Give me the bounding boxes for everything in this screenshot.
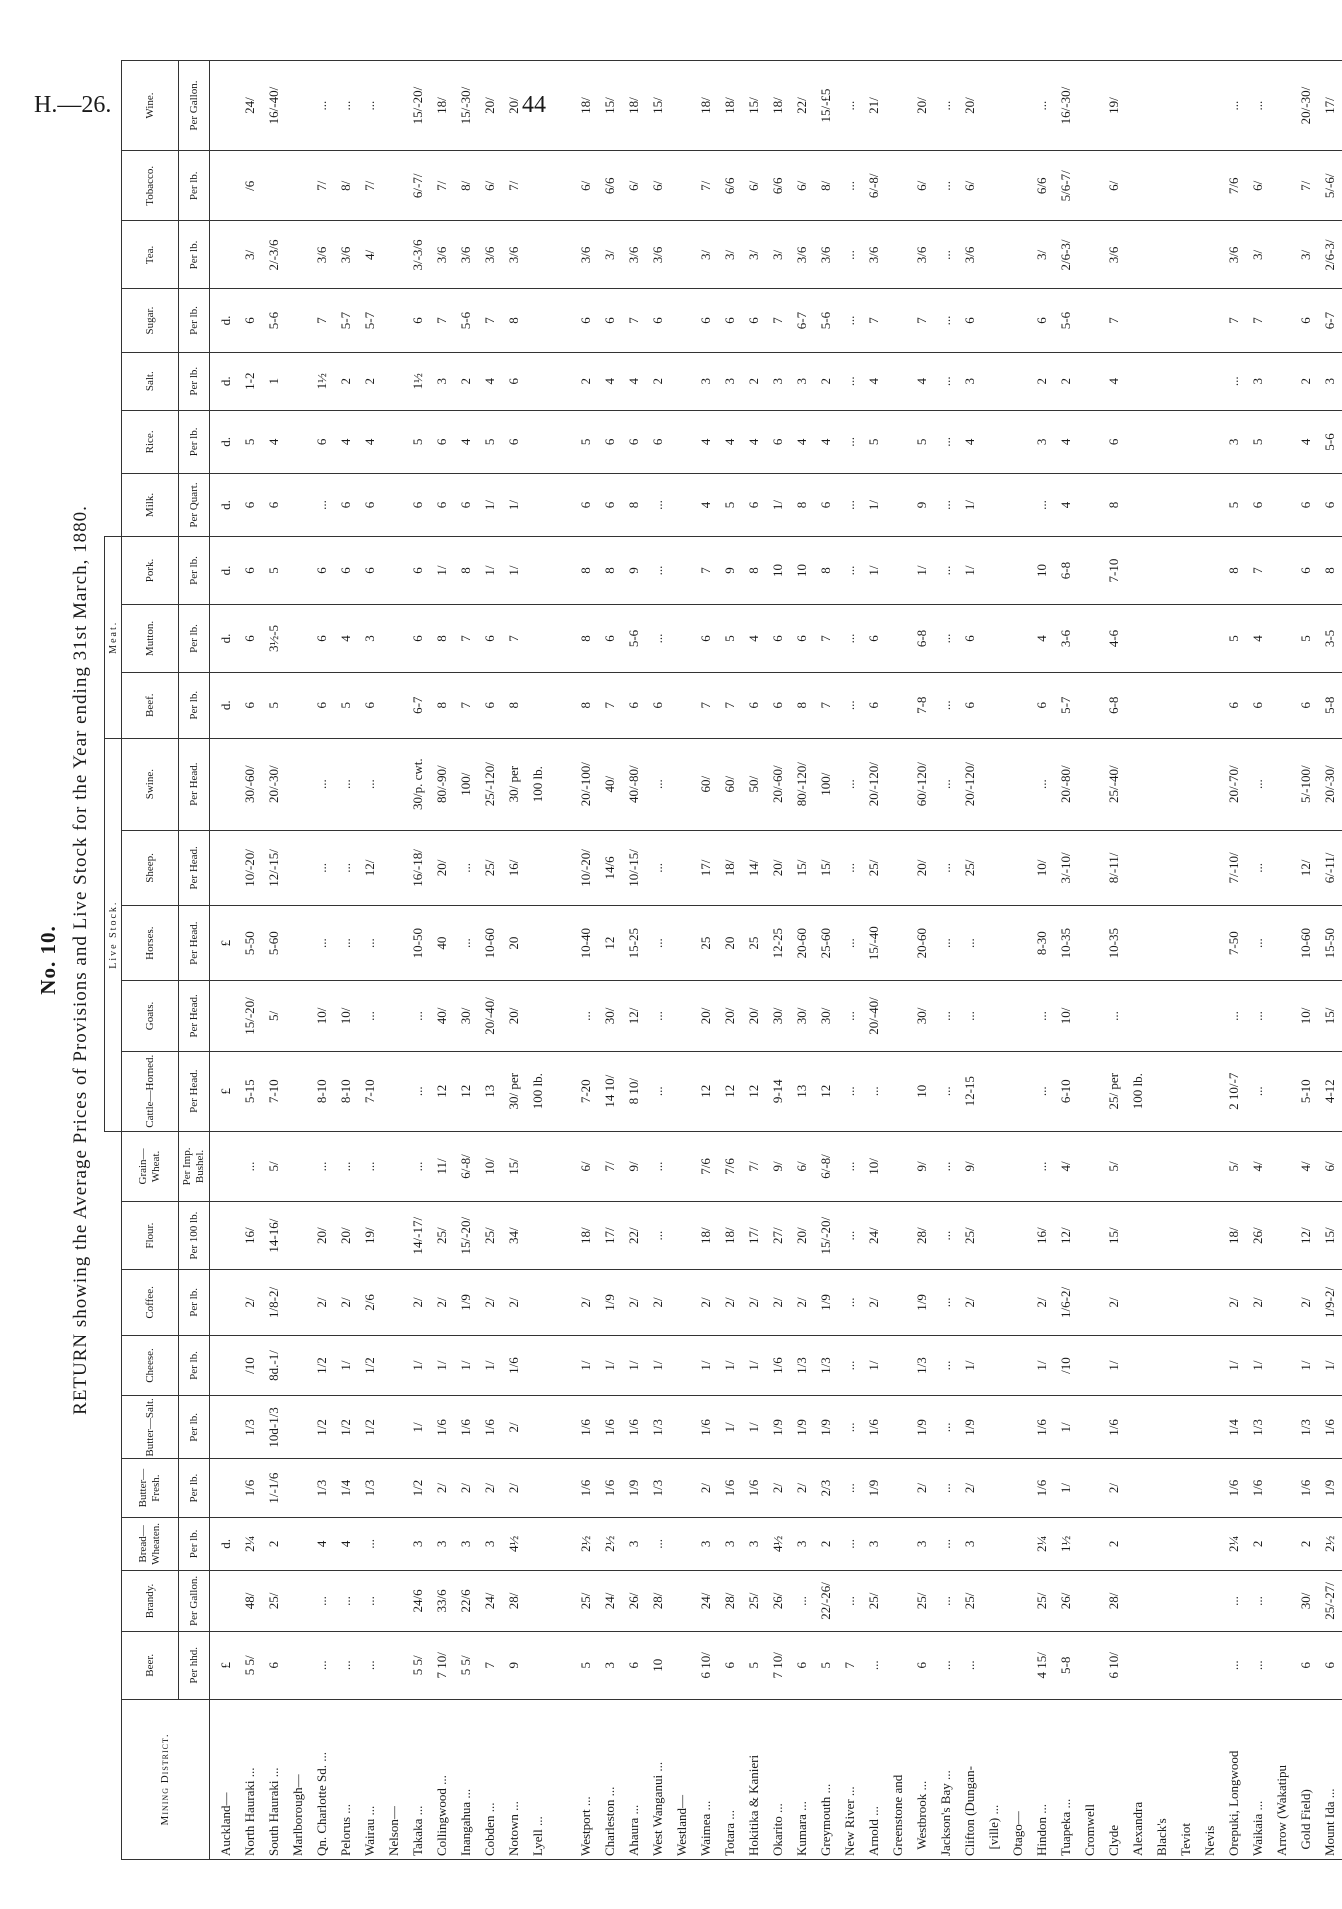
value-cell: /6 [210,151,287,221]
value-cell: ... 6 ... ... [862,1631,1006,1699]
value-cell: £ 5-15 7-10 [210,1051,287,1131]
column-unit: Per Imp. Bushel. [179,1131,210,1201]
value-cell: 3 4 6 3 5 4 5-6 [1006,410,1342,473]
value-cell: 25/ 20/ ... 25/ [862,830,1006,905]
value-cell: ... 20/-80/ 25/-40/ 20/-70/ ... 5/-100/ 20/-30/ [1006,738,1342,830]
value-cell: 24/6 33/6 22/6 24/ 28/ [382,1571,550,1632]
column-unit: Per lb. [179,1335,210,1396]
district-cell: Otago— Hindon ... Tuapeka ... Cromwell Clyde Alexandra Black's Teviot Nevis Orepuki, Longwood Waikaia ... Arrow (Wakatipu Gold Field) Mount Ida ... [1006,1699,1342,1859]
value-cell: 15/-40 20-60 ... ... [862,906,1006,981]
value-cell: 1/ 1/ 1/ 1/ 1/6 [382,1335,550,1396]
value-cell: 10/-20/ 14/6 10/-15/ ... [550,830,670,905]
value-cell: ... ... ... [286,1571,382,1632]
value-cell: 3/6 3/6 ... 3/6 [862,221,1006,289]
value-cell: 20/-100/ 40/ 40/-80/ ... [550,738,670,830]
column-header: Cattle—Horned. [122,1051,179,1131]
value-cell: 30/p. cwt. 80/-90/ 100/ 25/-120/ 30/ per 100 lb. [382,738,550,830]
value-cell: 30/-60/ 20/-30/ [210,738,287,830]
value-cell: 21/ 20/ ... 20/ [862,61,1006,151]
value-cell: 1/ 9 ... 1/ [862,473,1006,536]
value-cell: ... 4/ 5/ 5/ 4/ 4/ 6/ [1006,1131,1342,1201]
value-cell: 3 3 3 4½ 3 2 ... [670,1517,862,1570]
value-cell: ... 10/ ... ... ... 10/ 15/ [1006,981,1342,1051]
value-cell: 6/ 6/6 6/ 6/ [550,151,670,221]
value-cell: 7/6 7/6 7/ 9/ 6/ 6/-8/ ... [670,1131,862,1201]
value-cell: /10 8d.-1/ [210,1335,287,1396]
column-unit: Per Head. [179,1051,210,1131]
value-cell: 1/6 1/-1/6 [210,1459,287,1517]
value-cell: 6 8 7 6 7 [382,605,550,673]
value-cell: 5 5 ... 4 [862,410,1006,473]
column-header: Tea. [122,221,179,289]
value-cell: 1/ 1/6 1/6 1/6 2/ [382,1396,550,1459]
value-cell: 1/ 1/ 1/ 1/ [550,1335,670,1396]
value-cell: 25/ 25/ ... 25/ [862,1571,1006,1632]
value-cell: 17/ 18/ 14/ 20/ 15/ 15/ ... [670,830,862,905]
value-cell: 1/3 10d-1/3 [210,1396,287,1459]
value-cell: 1/ 1/ 1/ 1/6 1/3 1/3 ... [670,1335,862,1396]
value-cell: 18/ 17/ 22/ ... [550,1202,670,1270]
value-cell: 2½ 2½ 3 ... [550,1517,670,1570]
value-cell: 1/6 1/ 1/6 1/4 1/3 1/3 1/6 [1006,1396,1342,1459]
value-cell: 7-20 14 10/ 8 10/ ... [550,1051,670,1131]
value-cell: 10/ 3/-10/ 8/-11/ 7/-10/ ... 12/ 6/-11/ [1006,830,1342,905]
value-cell: 7/ 8/ 7/ [286,151,382,221]
column-unit: Per lb. [179,410,210,473]
value-cell: 6/-7/ 7/ 8/ 6/ 7/ [382,151,550,221]
value-cell: 6 5 4 6 6 7 ... [670,605,862,673]
document-reference: H.—26. [34,92,112,118]
value-cell: ... ... ... [286,61,382,151]
value-cell: d. 6 6 [210,473,287,536]
value-cell: 4 5 6 1/ 8 6 ... [670,473,862,536]
value-cell: 1/9 2/ ... 2/ [862,1459,1006,1517]
value-cell: 24/ 28/ 25/ 26/ ... 22/-26/ ... [670,1571,862,1632]
value-cell: ... ... ... [286,1631,382,1699]
value-cell: ... 6-10 25/ per 100 lb. 2 10/-7 ... 5-10 4-12 [1006,1051,1342,1131]
column-header: Coffee. [122,1270,179,1336]
value-cell: 3 3 2 3 3 2 ... [670,352,862,410]
value-cell: ... ... 12/ [286,830,382,905]
table-row [210,61,287,1860]
value-cell: 15/-20/ 5/ [210,981,287,1051]
value-cell: 5 5/ 7 10/ 5 5/ 7 9 [382,1631,550,1699]
value-cell: 5 6 4 5 6 [382,410,550,473]
value-cell: d. 1-2 1 [210,352,287,410]
table-row [670,61,862,1860]
value-cell: 18/ 15/ 18/ 15/ [550,61,670,151]
value-cell: 6 5-7 6-8 6 6 6 5-8 [1006,672,1342,738]
column-unit: Per lb. [179,537,210,605]
column-header: Butter—Salt. [122,1396,179,1459]
value-cell: 10/ 9/ ... 9/ [862,1131,1006,1201]
column-header: Salt. [122,352,179,410]
column-unit: Per lb. [179,289,210,352]
district-cell: Arnold ... Greenstone and Westbrook ... Jackson's Bay ... Clifton (Dungan- [ville) ... [862,1699,1006,1859]
value-cell: 8-30 10-35 10-35 7-50 ... 10-60 15-50 [1006,906,1342,981]
value-cell: 6 7 5-6 7 8 [382,289,550,352]
value-cell: 2/ 1/9 ... 2/ [862,1270,1006,1336]
value-cell: 1/2 1/ 1/2 [286,1335,382,1396]
value-cell: ... 6 6 [286,473,382,536]
column-header: Beer. [122,1631,179,1699]
value-cell: 3 3 3 3 4½ [382,1517,550,1570]
value-cell: 2¼ 1½ 2 2¼ 2 2 2½ [1006,1517,1342,1570]
column-unit: Per lb. [179,151,210,221]
column-unit: Per Head. [179,981,210,1051]
value-cell: 3/6 3/ 3/6 3/6 [550,221,670,289]
value-cell: 4 4 ... [286,1517,382,1570]
value-cell: 1/6 1/9 ... 1/9 [862,1396,1006,1459]
column-header: Wine. [122,61,179,151]
value-cell: 14/-17/ 25/ 15/-20/ 25/ 34/ [382,1202,550,1270]
value-cell: 2/ 1/6-2/ 2/ 2/ 2/ 2/ 1/9-2/ [1006,1270,1342,1336]
value-cell: ... ... ... [286,906,382,981]
column-header: Tobacco. [122,151,179,221]
table-row [286,61,382,1860]
returns-table-wrapper [104,60,1342,1860]
value-cell: 4 15/ 5-8 6 10/ ... ... 6 6 [1006,1631,1342,1699]
value-cell: 10-40 12 15-25 ... [550,906,670,981]
column-unit: Per lb. [179,605,210,673]
value-cell: 2/ 2/ 2/ 2/ 2/ 1/9 ... [670,1270,862,1336]
value-cell: 18/ 18/ 17/ 27/ 20/ 15/-20/ ... [670,1202,862,1270]
value-cell: 2 4 4 2 [550,352,670,410]
meat-group-header: Meat. [105,537,122,738]
value-cell: 1/6 1/ 1/ 1/9 1/9 1/9 ... [670,1396,862,1459]
value-cell: 2/ 1/6 1/6 2/ 2/ 2/3 ... [670,1459,862,1517]
value-cell: 20/-40/ 30/ ... ... [862,981,1006,1051]
live-stock-group-header: Live Stock. [105,738,122,1131]
value-cell: ... 40/ 30/ 20/-40/ 20/ [382,981,550,1051]
value-cell: ... 11/ 6/-8/ 10/ 15/ [382,1131,550,1201]
column-name-row [122,61,179,1860]
column-unit: Per 100 lb. [179,1202,210,1270]
district-cell: Nelson— Takaka ... Collingwood ... Inangahua ... Cobden ... Notown ... Lyell ... [382,1699,550,1859]
district-cell: Auckland— North Hauraki ... South Hauraki ... [210,1699,287,1859]
value-cell: 1/ 1/3 ... 1/ [862,1335,1006,1396]
column-header: Milk. [122,473,179,536]
value-cell: 1½ 3 2 4 6 [382,352,550,410]
table-row [862,61,1006,1860]
column-unit: Per lb. [179,1396,210,1459]
column-header: Flour. [122,1202,179,1270]
column-unit: Per hhd. [179,1631,210,1699]
column-unit: Per Quart. [179,473,210,536]
value-cell: 16/ 14-16/ [210,1202,287,1270]
prices-table [104,60,1342,1860]
column-header: Grain—Wheat. [122,1131,179,1201]
value-cell: 3 3 ... 3 [862,1517,1006,1570]
value-cell: 2/ 2/ 2/6 [286,1270,382,1336]
value-cell: 5 3 6 10 [550,1631,670,1699]
column-unit: Per lb. [179,1270,210,1336]
value-cell: 10/-20/ 12/-15/ [210,830,287,905]
column-unit: Per Head. [179,906,210,981]
value-cell: 6 6 8 ... [550,473,670,536]
value-cell: ... 5/ [210,1131,287,1201]
value-cell: 24/ 16/-40/ [210,61,287,151]
value-cell: 6 7-8 ... 6 [862,672,1006,738]
column-unit: Per lb. [179,672,210,738]
value-cell: 15/-20/ 18/ 15/-30/ 20/ 20/ [382,61,550,151]
value-cell: 7 9 8 10 10 8 ... [670,537,862,605]
value-cell: d. 6 5 [210,672,287,738]
column-unit-row [179,61,210,1860]
district-cell: Marlborough— Qn. Charlotte Sd. ... Pelorus ... Wairau ... [286,1699,382,1859]
column-header: Pork. [122,537,179,605]
value-cell: 6 5-6 7 7 7 6 6-7 [1006,289,1342,352]
table-number: No. 10. [36,925,60,995]
table-title: RETURN showing the Average Prices of Provisions and Live Stock for the Year ending 31st March, 1880. [70,505,91,1415]
value-cell: 20/ 20/ 19/ [286,1202,382,1270]
column-header: Sheep. [122,830,179,905]
district-cell: Westport ... Charleston ... Ahaura ... West Wanganui ... [550,1699,670,1859]
value-cell: 6 4 4 [286,410,382,473]
rotated-table-area [36,60,1337,1860]
column-unit: Per Gallon. [179,1571,210,1632]
value-cell: 25 20 25 12-25 20-60 25-60 ... [670,906,862,981]
value-cell: 16/-18/ 20/ ... 25/ 16/ [382,830,550,905]
value-cell: ... 16/-30/ 19/ ... ... 20/-30/ 17/ [1006,61,1342,151]
value-cell: 6 1/ 8 1/ 1/ [382,537,550,605]
column-header: Mining District. [122,1699,210,1859]
value-cell: 1/ 1/ ... 1/ [862,537,1006,605]
value-cell: 6 5 6 [286,672,382,738]
value-cell: 3/ 2/6-3/ 3/6 3/6 3/ 3/ 2/6-3/ [1006,221,1342,289]
value-cell: 7 7 6 6 8 7 ... [670,672,862,738]
value-cell: 1/2 1/2 1/2 [286,1396,382,1459]
column-unit: Per Head. [179,738,210,830]
value-cell: 8-10 8-10 7-10 [286,1051,382,1131]
value-cell: d. 6 5 [210,537,287,605]
column-unit: Per lb. [179,352,210,410]
value-cell: 4 3-6 4-6 5 4 5 3-5 [1006,605,1342,673]
value-cell: 3/ 2/-3/6 [210,221,287,289]
value-cell: 6/6 5/6-7/ 6/ 7/6 6/ 7/ 5/-6/ [1006,151,1342,221]
column-header: Goats. [122,981,179,1051]
value-cell: 18/ 18/ 15/ 18/ 22/ 15/-£5 ... [670,61,862,151]
value-cell: 3/ 3/ 3/ 3/ 3/6 3/6 ... [670,221,862,289]
value-cell: 4 4 ... 3 [862,352,1006,410]
value-cell: 60/ 60/ 50/ 20/-60/ 80/-120/ 100/ ... [670,738,862,830]
value-cell: 4 4 4 6 4 4 ... [670,410,862,473]
value-cell: 6 6 6 1/ 1/ [382,473,550,536]
value-cell: 6 6-8 ... 6 [862,605,1006,673]
value-cell: 6 6 6 [286,537,382,605]
column-header: Butter—Fresh. [122,1459,179,1517]
value-cell: 7 7 ... 6 [862,289,1006,352]
value-cell: d. 6 5-6 [210,289,287,352]
table-row [382,61,550,1860]
column-header: Cheese. [122,1335,179,1396]
value-cell: 6 4 3 [286,605,382,673]
page-number: 44 [522,92,546,118]
value-cell: 48/ 25/ [210,1571,287,1632]
value-cell: ... ... ... [286,1131,382,1201]
value-cell: 8 6 5-6 ... [550,605,670,673]
value-cell: ... 30/ 12/ ... [550,981,670,1051]
value-cell: 3/6 3/6 4/ [286,221,382,289]
value-cell: 5 6 6 6 [550,410,670,473]
column-header: Mutton. [122,605,179,673]
value-cell: 1/2 2/ 2/ 2/ 2/ [382,1459,550,1517]
value-cell: 10 6-8 7-10 8 7 6 8 [1006,537,1342,605]
value-cell: 6/-8/ 6/ ... 6/ [862,151,1006,221]
column-header: Sugar. [122,289,179,352]
district-cell: Westland— Waimea ... Totara ... Hokitika & Kanieri Okarito ... Kumara ... Greymouth ... New River ... [670,1699,862,1859]
value-cell: ... 10 ... 12-15 [862,1051,1006,1131]
value-cell: £ 5-50 5-60 [210,906,287,981]
value-cell: ... ... ... [286,738,382,830]
table-row [1006,61,1342,1860]
value-cell: 6 6 6 7 6-7 5-6 ... [670,289,862,352]
value-cell: 1/ /10 1/ 1/ 1/ 1/ 1/ [1006,1335,1342,1396]
value-cell: £ 5 5/ 6 [210,1631,287,1699]
value-cell: ... 12 12 13 30/ per 100 lb. [382,1051,550,1131]
value-cell: 6 10/ 6 5 7 10/ 6 5 7 [670,1631,862,1699]
value-cell: 6-7 8 7 6 8 [382,672,550,738]
value-cell: 2/ 1/8-2/ [210,1270,287,1336]
value-cell: d. 2¼ 2 [210,1517,287,1570]
value-cell: 1/6 1/6 1/6 1/3 [550,1396,670,1459]
value-cell: 25/ 24/ 26/ 28/ [550,1571,670,1632]
value-cell: 2 2 4 ... 3 2 3 [1006,352,1342,410]
column-header: Beef. [122,672,179,738]
value-cell: ... 4 8 5 6 6 6 [1006,473,1342,536]
table-row [550,61,670,1860]
column-unit: Per lb. [179,1459,210,1517]
value-cell: 3/-3/6 3/6 3/6 3/6 3/6 [382,221,550,289]
value-cell: 1/6 1/ 2/ 1/6 1/6 1/6 1/9 [1006,1459,1342,1517]
value-cell: d. 6 3½-5 [210,605,287,673]
column-header: Horses. [122,906,179,981]
group-header-row [105,61,122,1860]
value-cell: 20/ 20/ 20/ 30/ 30/ 30/ ... [670,981,862,1051]
value-cell: 7 5-7 5-7 [286,289,382,352]
column-header: Rice. [122,410,179,473]
value-cell: 8 8 9 ... [550,537,670,605]
value-cell: 10-50 40 ... 10-60 20 [382,906,550,981]
column-unit: Per lb. [179,1517,210,1570]
value-cell: 2/ 2/ 1/9 2/ 2/ [382,1270,550,1336]
value-cell: 16/ 12/ 15/ 18/ 26/ 12/ 15/ [1006,1202,1342,1270]
value-cell: 6 6 7 6 [550,289,670,352]
value-cell: 8 7 6 6 [550,672,670,738]
value-cell: 2/ 1/9 2/ 2/ [550,1270,670,1336]
value-cell: 1/3 1/4 1/3 [286,1459,382,1517]
table-body [210,61,1342,1860]
column-header: Swine. [122,738,179,830]
column-header: Bread—Wheaten. [122,1517,179,1570]
value-cell: 1½ 2 2 [286,352,382,410]
value-cell: d. 5 4 [210,410,287,473]
value-cell: 6/ 7/ 9/ ... [550,1131,670,1201]
value-cell: 20/-120/ 60/-120/ ... 20/-120/ [862,738,1006,830]
value-cell: 1/6 1/6 1/9 1/3 [550,1459,670,1517]
column-unit: Per Gallon. [179,61,210,151]
column-unit: Per lb. [179,221,210,289]
column-header: Brandy. [122,1571,179,1632]
value-cell: 10/ 10/ ... [286,981,382,1051]
value-cell: 25/ 26/ 28/ ... ... 30/ 25/-27/ [1006,1571,1342,1632]
value-cell: 12 12 12 9-14 13 12 ... [670,1051,862,1131]
value-cell: 24/ 28/ ... 25/ [862,1202,1006,1270]
value-cell: 7/ 6/6 6/ 6/6 6/ 8/ ... [670,151,862,221]
column-unit: Per Head. [179,830,210,905]
